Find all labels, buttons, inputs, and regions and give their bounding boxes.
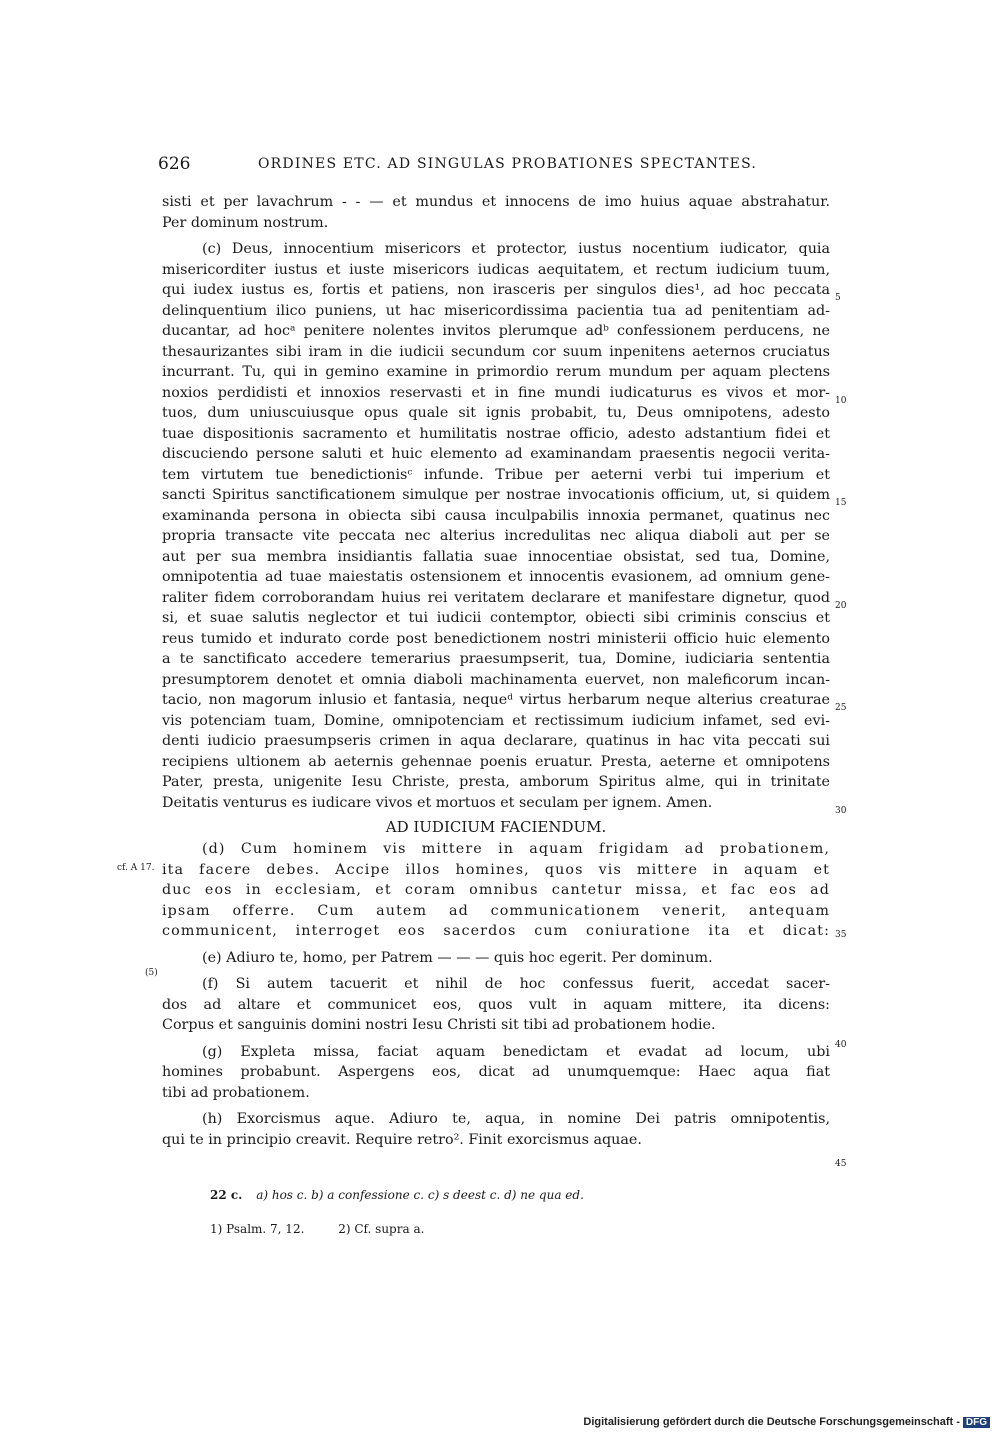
text-line: aut per sua membra insidiantis fallatia suae innocentiae obsistat, sed tua, Domine,: [162, 548, 830, 565]
text-line: propria transacte vite peccata nec alterius incredulitas nec aliqua diaboli aut per se: [162, 528, 830, 544]
section-number-note: (5): [145, 968, 158, 978]
source-note-1: 1) Psalm. 7, 12.: [210, 1222, 305, 1236]
text-line: sisti et per lavachrum - - — et mundus et innocens de imo huius aquae abstrahatur.: [162, 194, 830, 210]
text-line: (f) Si autem tacuerit et nihil de hoc confessus fuerit, accedat sacer-: [202, 976, 830, 992]
text-line: si, et suae salutis neglector et tui iudicii contemptor, obiecti sibi criminis conscius et: [162, 610, 830, 626]
source-note-2: 2) Cf. supra a.: [338, 1222, 425, 1236]
text-line: a te sanctificato accedere temerarius praesumpserit, tua, Domine, iudiciaria sententia: [162, 651, 830, 667]
text-line: misericorditer iustus et iuste misericors iudicas aequitatem, et rectum iudicium tuum,: [162, 261, 830, 278]
text-line: omnipotentia ad tuae maiestatis ostensionem et innocentis evasionem, ad omnium gene-: [162, 569, 830, 585]
variant-footnotes: [210, 1188, 584, 1202]
margin-line-number: 5: [835, 293, 841, 303]
page-header: [158, 154, 848, 178]
text-line: tacio, non magorum inlusio et fantasia, nequeᵈ virtus herbarum neque alterius creaturae: [162, 692, 830, 708]
cross-reference-note: cf. A 17.: [117, 863, 155, 873]
text-line: ducantar, ad hocᵃ penitere nolentes invitos plerumque adᵇ confessionem perducens, ne: [162, 323, 830, 339]
margin-line-number: 25: [835, 703, 847, 713]
margin-line-number: 30: [835, 806, 847, 816]
text-line: delinquentium ilico puniens, ut hac misericordissima pacientia tua ad penitentiam ad-: [162, 302, 830, 319]
margin-line-number: 45: [835, 1159, 847, 1169]
variant-readings: a) hos c. b) a confessione c. c) s deest c. d) ne qua ed.: [256, 1188, 584, 1202]
text-line: qui te in principio creavit. Require retro². Finit exorcismus aquae.: [162, 1131, 642, 1148]
text-line: tem virtutem tue benedictionisᶜ infunde. Tribue per aeterni verbi tui imperium et: [162, 466, 830, 483]
text-line: (h) Exorcismus aque. Adiuro te, aqua, in nomine Dei patris omnipotentis,: [202, 1111, 830, 1127]
text-line: ita facere debes. Accipe illos homines, quos vis mittere in aquam et: [162, 861, 830, 878]
margin-line-number: 20: [835, 601, 847, 611]
manuscript-siglum: 22 c.: [210, 1188, 243, 1202]
text-line: communicent, interroget eos sacerdos cum coniuratione ita et dicat:: [162, 923, 830, 939]
text-line: reus tumido et indurato corde post benedictionem nostri ministerii officio huic elemento: [162, 630, 830, 647]
text-line: ipsam offerre. Cum autem ad communicationem venerit, antequam: [162, 902, 830, 919]
body-text: [162, 192, 830, 1150]
section-heading: AD IUDICIUM FACIENDUM.: [385, 818, 607, 836]
margin-line-number: 35: [835, 930, 847, 940]
margin-line-number: 10: [835, 396, 847, 406]
margin-line-number: 40: [835, 1040, 847, 1050]
text-line: (c) Deus, innocentium misericors et protector, iustus nocentium iudicator, quia: [202, 241, 830, 257]
dfg-logo: DFG: [963, 1417, 990, 1428]
text-line: thesaurizantes sibi iram in die iudicii secundum cor suum inpenitens aeternos cruciatus: [162, 343, 830, 360]
text-line: denti iudicio praesumpseris crimen in aqua declarare, quatinus in hac vita peccati sui: [162, 733, 830, 749]
running-title: ORDINES ETC. AD SINGULAS PROBATIONES SPECTANTES.: [258, 156, 758, 172]
text-line: noxios perdidisti et innoxios reservasti et in fine mundi iudicaturus es vivos et mor-: [162, 384, 830, 401]
text-line: recipiens ultionem ab aeternis gehennae poenis eruatur. Presta, aeterne et omnipotens: [162, 753, 830, 770]
text-line: discuciendo persone saluti et huic elemento ad examinandam praesentis negocii verita-: [162, 446, 830, 462]
text-line: tibi ad probationem.: [162, 1084, 310, 1101]
text-line: Deitatis venturus es iudicare vivos et mortuos et seculam per ignem. Amen.: [162, 794, 713, 811]
text-line: raliter fidem corroborandam huius rei veritatem declarare et manifestare dignetur, quod: [162, 589, 830, 606]
text-line: tuae dispositionis sacramento et humilitatis nostrae officio, adesto adstantium fidei et: [162, 425, 830, 442]
page-number: 626: [158, 154, 191, 174]
text-line: duc eos in ecclesiam, et coram omnibus cantetur missa, et fac eos ad: [162, 882, 830, 898]
text-line: dos ad altare et communicet eos, quos vult in aquam mittere, ita dicens:: [162, 996, 830, 1013]
text-line: sancti Spiritus sanctificationem simulque per nostrae invocationis officium, ut, si quidem: [162, 487, 830, 503]
text-line: Corpus et sanguinis domini nostri Iesu Christi sit tibi ad probationem hodie.: [162, 1017, 716, 1033]
text-line: tuos, dum uniuscuiusque opus quale sit ignis probabit, tu, Deus omnipotens, adesto: [162, 405, 830, 421]
text-line: (e) Adiuro te, homo, per Patrem — — — quis hoc egerit. Per dominum.: [202, 949, 713, 966]
text-line: vis potenciam tuam, Domine, omnipotenciam et rectissimum iudicium infamet, sed evi-: [162, 712, 830, 729]
text-line: homines probabunt. Aspergens eos, dicat ad unumquemque: Haec aqua fiat: [162, 1064, 830, 1080]
text-line: qui iudex iustus es, fortis et patiens, non irasceris per singulos dies¹, ad hoc peccata: [162, 282, 830, 298]
text-line: (g) Expleta missa, faciat aquam benedictam et evadat ad locum, ubi: [202, 1043, 830, 1060]
text-line: Per dominum nostrum.: [162, 214, 329, 231]
text-line: (d) Cum hominem vis mittere in aquam frigidam ad probationem,: [202, 841, 830, 857]
text-line: incurrant. Tu, qui in gemino examine in primordio rerum mundum per aquam plectens: [162, 364, 830, 380]
text-line: presumptorem denotet et omnia diaboli machinamenta euervet, non maleficorum incan-: [162, 671, 830, 688]
text-line: examinanda persona in obiecta sibi causa inculpabilis innoxia permanet, quatinus nec: [162, 507, 830, 524]
source-footnotes: [210, 1222, 424, 1236]
margin-line-number: 15: [835, 498, 847, 508]
digitization-credit: [583, 1416, 990, 1428]
credit-text: Digitalisierung gefördert durch die Deutsche Forschungsgemeinschaft -: [583, 1416, 960, 1428]
text-line: Pater, presta, unigenite Iesu Christe, presta, amborum Spiritus alme, qui in trinitate: [162, 774, 830, 790]
